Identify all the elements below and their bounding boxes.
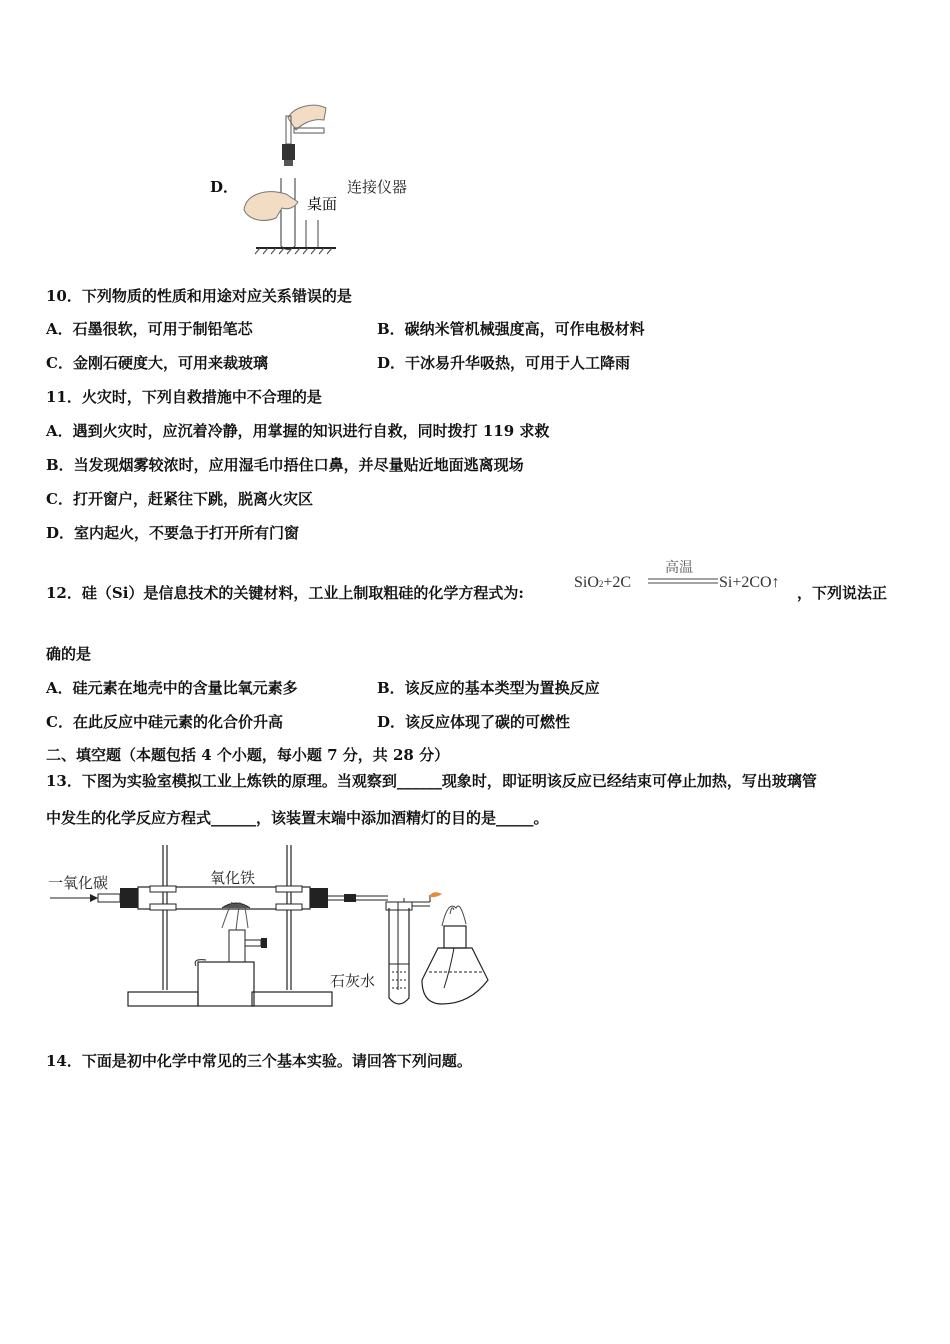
- label-carbon-monoxide: 一氧化碳: [48, 874, 109, 892]
- q12-stem: 12．硅（Si）是信息技术的关键材料，工业上制取粗硅的化学方程式为:: [46, 584, 524, 602]
- q11-option-a: A．遇到火灾时，应沉着冷静，用掌握的知识进行自救，同时拨打 119 求救: [46, 422, 550, 440]
- iron-smelting-apparatus: [46, 840, 506, 1015]
- q11-option-b: B．当发现烟雾较浓时，应用湿毛巾捂住口鼻，并尽量贴近地面逃离现场: [46, 456, 524, 474]
- connect-apparatus-figure: [236, 98, 346, 258]
- section-heading: 二、填空题（本题包括 4 个小题，每小题 7 分，共 28 分）: [46, 746, 450, 764]
- q10-option-b: B．碳纳米管机械强度高，可作电极材料: [377, 320, 645, 338]
- q12-option-a: A．硅元素在地壳中的含量比氧元素多: [46, 679, 298, 697]
- q10-stem: 10．下列物质的性质和用途对应关系错误的是: [46, 287, 352, 305]
- equation-equals-sign: [648, 577, 718, 585]
- option-d-label: D．: [210, 178, 239, 196]
- q12-option-c: C．在此反应中硅元素的化合价升高: [46, 713, 283, 731]
- q10-option-c: C．金刚石硬度大，可用来裁玻璃: [46, 354, 268, 372]
- label-lime-water: 石灰水: [330, 972, 376, 990]
- q12-stem-cont: 确的是: [46, 645, 92, 663]
- equation-left: SiO2+2C: [574, 574, 632, 591]
- q11-option-c: C．打开窗户，赶紧往下跳，脱离火灾区: [46, 490, 313, 508]
- q11-stem: 11．火灾时，下列自救措施中不合理的是: [46, 388, 322, 406]
- q12-option-d: D．该反应体现了碳的可燃性: [377, 713, 571, 731]
- q14-stem: 14．下面是初中化学中常见的三个基本实验。请回答下列问题。: [46, 1052, 472, 1070]
- label-iron-oxide: 氧化铁: [210, 869, 256, 887]
- q12-stem-tail: ，下列说法正: [797, 584, 888, 602]
- q10-option-a: A．石墨很软，可用于制铅笔芯: [46, 320, 253, 338]
- q13-line1: 13．下图为实验室模拟工业上炼铁的原理。当观察到______现象时，即证明该反应已经结束可停止加热，写出玻璃管: [46, 772, 817, 790]
- equation-condition: 高温: [665, 561, 693, 576]
- q12-option-b: B．该反应的基本类型为置换反应: [377, 679, 600, 697]
- q11-option-d: D．室内起火，不要急于打开所有门窗: [46, 524, 300, 542]
- caption-table: 桌面: [307, 195, 338, 213]
- q13-line2: 中发生的化学反应方程式______，该装置末端中添加酒精灯的目的是_____。: [46, 809, 549, 827]
- q10-option-d: D．干冰易升华吸热，可用于人工降雨: [377, 354, 631, 372]
- equation-right: Si+2CO↑: [719, 574, 780, 591]
- caption-connect: 连接仪器: [347, 178, 408, 196]
